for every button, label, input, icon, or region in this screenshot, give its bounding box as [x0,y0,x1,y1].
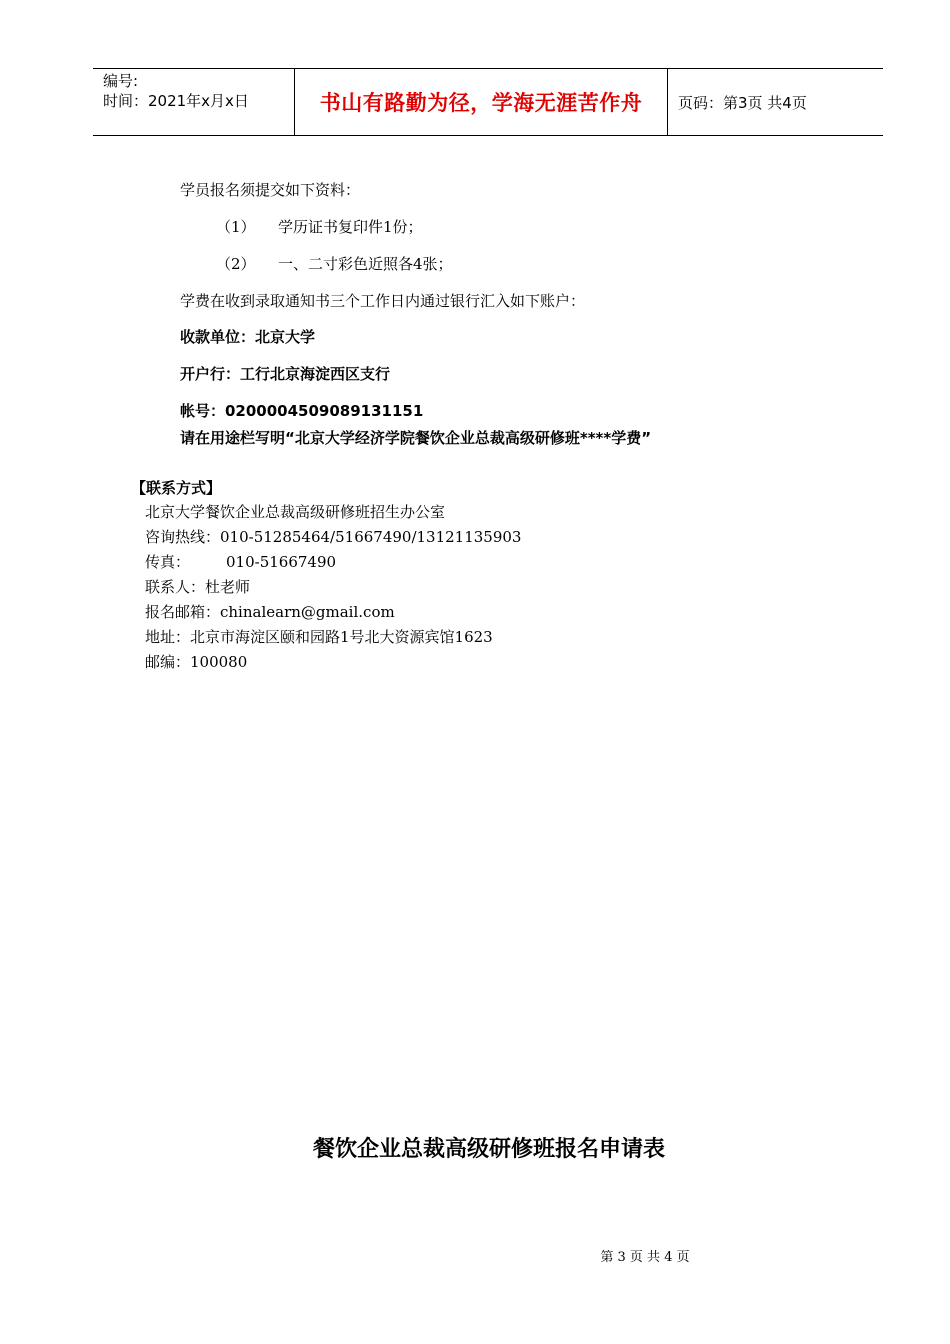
contact-postcode: 邮编：100080 [145,653,248,671]
header-motto: 书山有路勤为径，学海无涯苦作舟 [295,69,668,135]
bank-line: 开户行：工行北京海淀西区支行 [180,365,391,383]
serial-label: 编号: [103,72,139,90]
requirement-item-text: 一、二寸彩色近照各4张； [278,255,453,273]
account-line: 帐号：0200004509089131151 [180,402,424,420]
requirement-item-2 [216,254,453,274]
time-label: 时间：2021年x月x日 [103,92,249,110]
form-title: 餐饮企业总裁高级研修班报名申请表 [312,1137,665,1162]
payee-line: 收款单位：北京大学 [180,328,316,346]
requirements-intro: 学员报名须提交如下资料： [180,181,361,199]
fax-label: 传真： [145,553,191,571]
contact-address: 地址：北京市海淀区颐和园路1号北大资源宾馆1623 [145,628,493,646]
page-footer: 第 3 页 共 4 页 [600,1250,690,1265]
contact-email: 报名邮箱：chinalearn@gmail.com [145,603,395,621]
requirement-item-number: （1） [216,218,256,236]
requirement-item-number: （2） [216,255,256,273]
contact-person: 联系人：杜老师 [145,578,251,596]
fax-value: 010-51667490 [226,553,337,571]
requirement-item-1 [216,217,423,237]
contact-fax [145,552,336,572]
contact-hotline: 咨询热线：010-51285464/51667490/13121135903 [145,528,522,546]
contact-heading: 【联系方式】 [131,479,222,497]
header-page-number: 页码：第3页 共4页 [678,93,807,112]
fee-note: 学费在收到录取通知书三个工作日内通过银行汇入如下账户： [180,292,586,310]
header-meta-cell [93,69,295,135]
contact-office: 北京大学餐饮企业总裁高级研修班招生办公室 [145,503,446,521]
requirement-item-text: 学历证书复印件1份； [278,218,423,236]
page-header [93,68,883,136]
memo-line: 请在用途栏写明“北京大学经济学院餐饮企业总裁高级研修班****学费” [180,429,652,447]
